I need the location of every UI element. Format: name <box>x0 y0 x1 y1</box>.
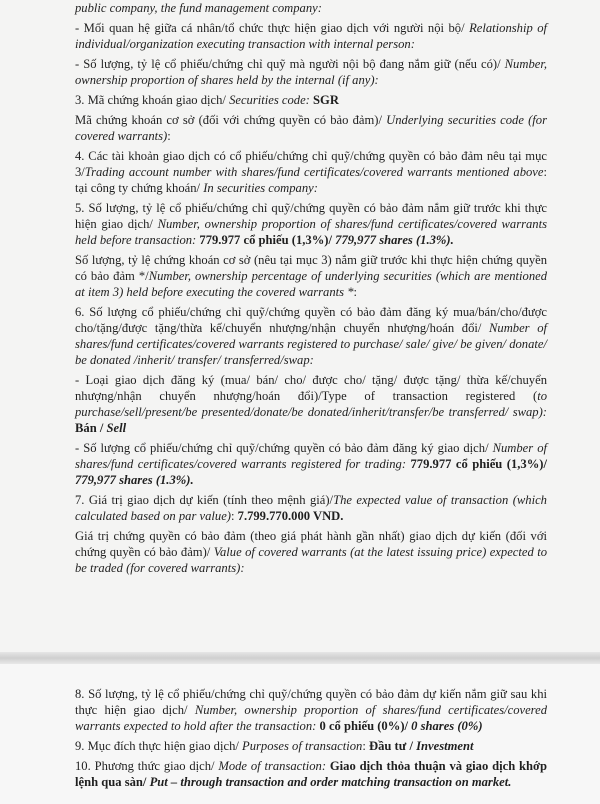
text-segment: SGR <box>313 93 339 107</box>
text-segment: 779,977 shares (1.3%). <box>75 473 194 487</box>
text-segment: Number, ownership proportion of shares/fund certificates/covered warrants held before transaction: <box>75 217 547 247</box>
paragraph <box>75 440 547 488</box>
text-segment: : <box>167 129 171 143</box>
text-segment: Number of shares/fund certificates/covered warrants registered for trading: <box>75 441 547 471</box>
text-segment: - Mối quan hệ giữa cá nhân/tổ chức thực hiện giao dịch với người nội bộ/ <box>75 21 470 35</box>
text-segment: Trading account number with shares/fund certificates/covered warrants mentioned above <box>84 165 544 179</box>
paragraph <box>75 372 547 436</box>
paragraph <box>75 758 547 790</box>
text-segment: 3. Mã chứng khoán giao dịch/ <box>75 93 230 107</box>
paragraph <box>75 492 547 524</box>
text-segment: Mode of transaction: <box>218 759 330 773</box>
document-page-2 <box>0 664 600 804</box>
text-segment: 6. Số lượng cổ phiếu/chứng chỉ quỹ/chứng quyền có bảo đảm đăng ký mua/bán/cho/được cho/tặng/được tặng/thừa kế/chuyển nhượng/nhận chuyển nhượng/hoán đổi/ <box>75 305 547 335</box>
text-segment: Purposes of transaction <box>242 739 363 753</box>
text-segment: 7.799.770.000 VND. <box>237 509 344 523</box>
text-segment: 9. Mục đích thực hiện giao dịch/ <box>75 739 243 753</box>
text-segment: Number of shares/fund certificates/covered warrants registered to purchase/ sale/ give/ be given/ donate/ be donated /inherit/ transfer/ transferred/swap: <box>75 321 547 367</box>
text-segment: - Số lượng, tỷ lệ cổ phiếu/chứng chỉ quỹ mà người nội bộ đang nắm giữ (nếu có)/ <box>75 57 505 71</box>
paragraph <box>75 738 547 754</box>
text-segment: : tại công ty chứng khoán/ <box>75 165 547 195</box>
text-segment: 10. Phương thức giao dịch/ <box>75 759 219 773</box>
paragraph <box>75 200 547 248</box>
text-segment: 0 shares (0%) <box>411 719 483 733</box>
text-segment: 5. Số lượng, tỷ lệ cổ phiếu/chứng chỉ quỹ/chứng quyền có bảo đảm nắm giữ trước khi thực hiện giao dịch/ <box>75 201 547 231</box>
paragraph <box>75 686 547 734</box>
paragraph <box>75 20 547 52</box>
text-segment: to purchase/sell/present/be presented/donate/be donated/inherit/transfer/be transferred/ swap): <box>75 389 547 419</box>
text-segment: In securities company: <box>203 181 318 195</box>
text-segment: 7. Giá trị giao dịch dự kiến (tính theo mệnh giá)/ <box>75 493 334 507</box>
text-segment: Số lượng, tỷ lệ chứng khoán cơ sở (nêu tại mục 3) nắm giữ trước khi thực hiện chứng quyền có bảo đảm */ <box>75 253 547 283</box>
text-segment: : <box>230 509 238 523</box>
text-segment: 8. Số lượng, tỷ lệ cổ phiếu/chứng chỉ quỹ/chứng quyền có bảo đảm dự kiến nắm giữ sau khi thực hiện giao dịch/ <box>75 687 547 717</box>
page-break <box>0 652 600 664</box>
text-segment: Đầu tư / <box>369 739 417 753</box>
paragraph <box>75 252 547 300</box>
text-segment: Number, ownership proportion of shares/fund certificates/covered warrants expected to hold after the transaction: <box>75 703 547 733</box>
paragraph <box>75 0 547 16</box>
text-segment: Value of covered warrants (at the latest issuing price) expected to be traded (for covered warrants): <box>75 545 547 575</box>
paragraph <box>75 56 547 88</box>
paragraph <box>75 92 547 108</box>
paragraph <box>75 148 547 196</box>
text-segment: 4. Các tài khoản giao dịch có cổ phiếu/chứng chỉ quỹ/chứng quyền có bảo đảm nêu tại mục 3/ <box>75 149 547 179</box>
text-segment: : <box>353 285 358 299</box>
text-segment: 779,977 shares (1.3%). <box>335 233 454 247</box>
text-segment: 0 cổ phiếu (0%)/ <box>319 719 412 733</box>
text-segment: - Loại giao dịch đăng ký (mua/ bán/ cho/ được cho/ tặng/ được tặng/ thừa kế/chuyển nhượng/nhận chuyển nhượng/hoán đổi)/Type of transaction registered ( <box>75 373 547 403</box>
text-segment: Put – through transaction and order matching transaction on market. <box>149 775 512 789</box>
text-segment: Relationship of individual/organization executing transaction with internal person: <box>75 21 548 51</box>
text-segment: public company, the fund management company: <box>75 1 322 15</box>
text-segment: Mã chứng khoán cơ sở (đối với chứng quyền có bảo đảm)/ <box>75 113 387 127</box>
text-segment: : <box>362 739 370 753</box>
text-segment: Sell <box>106 421 127 435</box>
text-segment: Underlying securities code (for covered warrants) <box>75 113 547 143</box>
text-segment: The expected value of transaction (which calculated based on par value) <box>75 493 547 523</box>
text-segment: - Số lượng cổ phiếu/chứng chỉ quỹ/chứng quyền có bảo đảm đăng ký giao dịch/ <box>75 441 493 455</box>
text-segment: 779.977 cổ phiếu (1,3%)/ <box>199 233 336 247</box>
text-segment: Securities code: <box>229 93 314 107</box>
text-segment: Number, ownership percentage of underlying securities (which are mentioned at item 3) held before executing the covered warrants * <box>75 269 548 299</box>
paragraph <box>75 528 547 576</box>
text-segment: 779.977 cổ phiếu (1,3%)/ <box>410 457 547 471</box>
paragraph <box>75 304 547 368</box>
text-segment: Giao dịch thỏa thuận và giao dịch khớp lệnh qua sàn/ <box>75 759 548 789</box>
text-segment: Giá trị chứng quyền có bảo đảm (theo giá phát hành gần nhất) giao dịch dự kiến (đối với chứng quyền có bảo đảm)/ <box>75 529 547 559</box>
paragraph <box>75 112 547 144</box>
text-segment: Investment <box>416 739 474 753</box>
text-segment: Bán / <box>75 421 107 435</box>
text-segment: Number, ownership proportion of shares held by the internal (if any): <box>75 57 547 87</box>
